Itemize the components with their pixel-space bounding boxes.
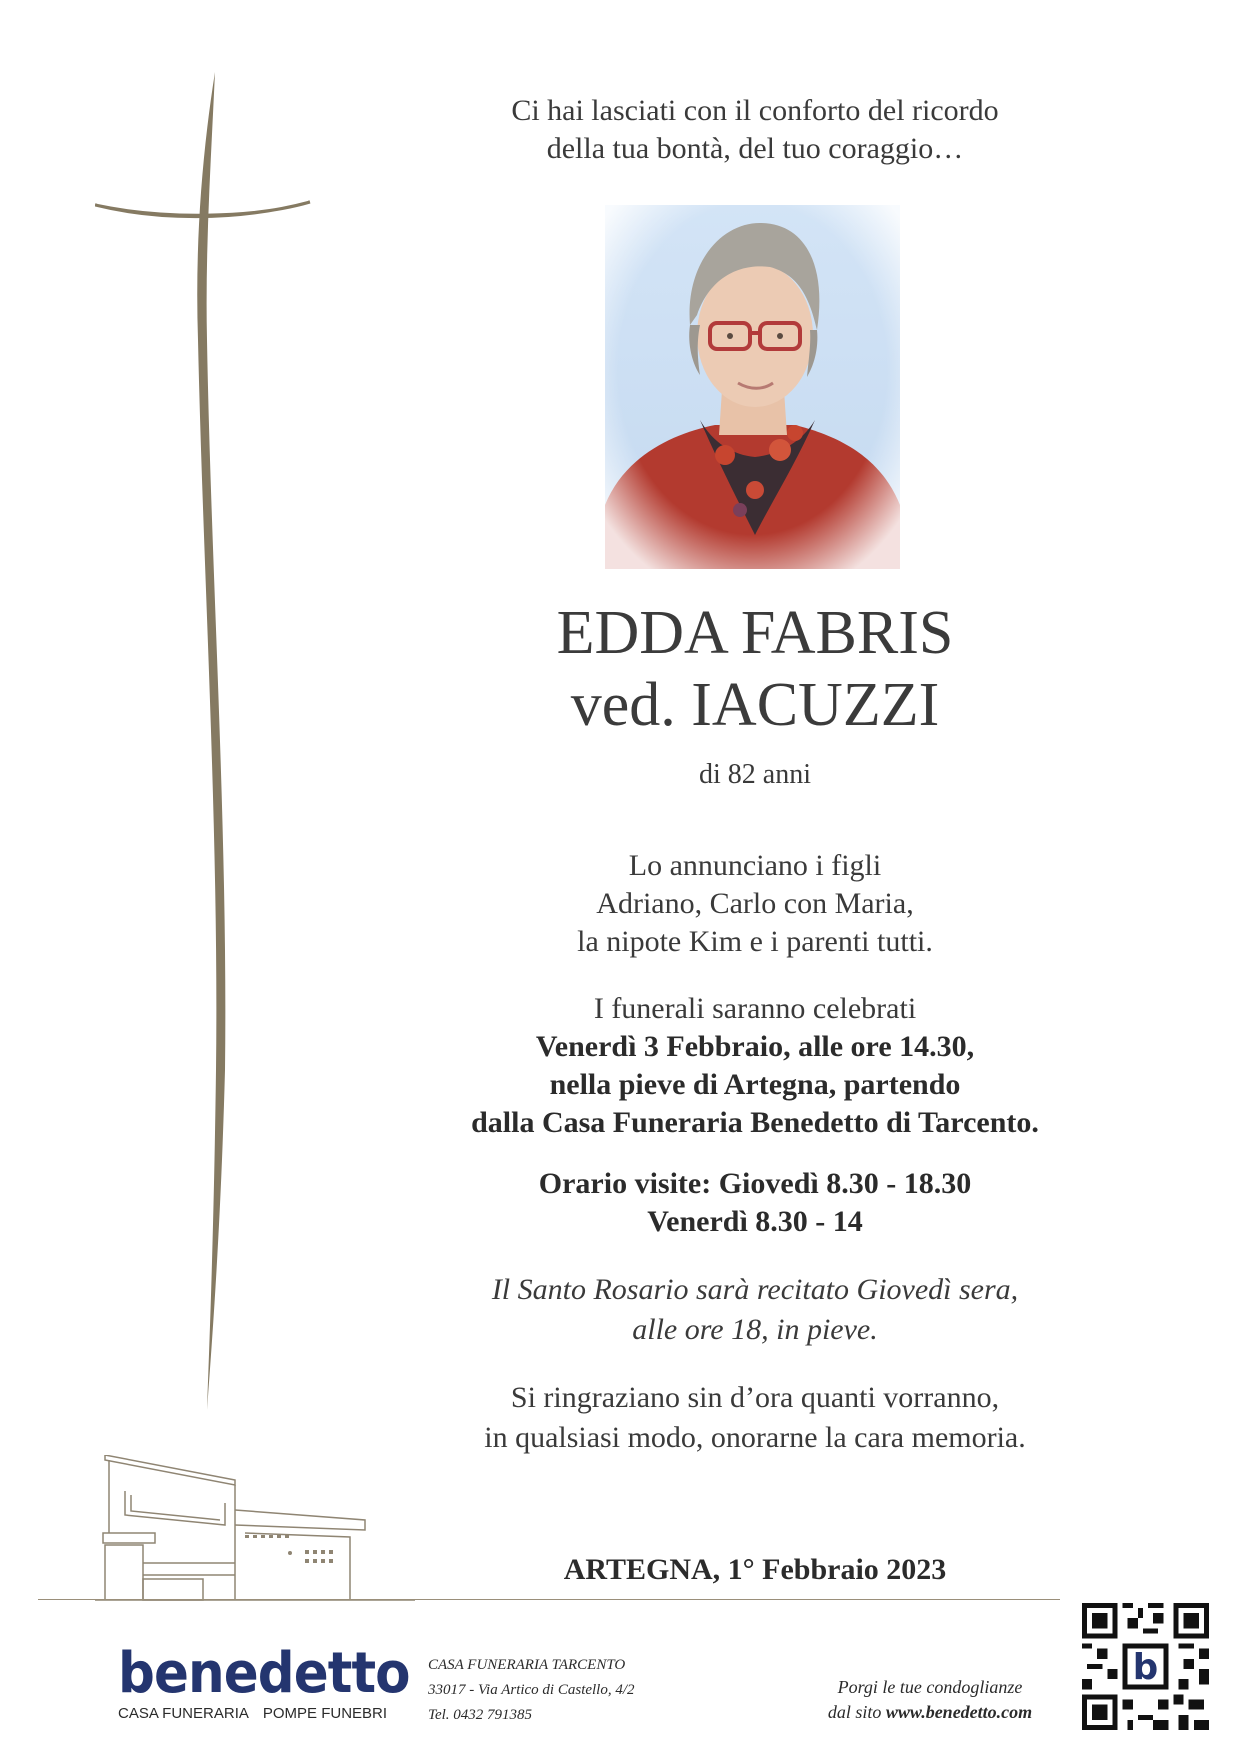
married-name: ved. IACUZZI <box>570 671 940 739</box>
quote-line-2: della tua bontà, del tuo coraggio… <box>546 132 964 165</box>
condolences-prefix: dal sito <box>827 1702 882 1722</box>
portrait-photo <box>605 205 900 569</box>
condolences-line-2 <box>800 1700 1060 1725</box>
opening-quote <box>430 92 1080 168</box>
condolences-note <box>800 1675 1060 1725</box>
funeral-from: dalla Casa Funeraria Benedetto di Tarcento. <box>471 1106 1039 1139</box>
deceased-name <box>430 597 1080 741</box>
thanks-line-1: Si ringraziano sin d’ora quanti vorranno, <box>510 1381 1000 1414</box>
funeral-intro: I funerali saranno celebrati <box>593 992 917 1025</box>
rosary-notice <box>430 1270 1080 1350</box>
rosary-line-2: alle ore 18, in pieve. <box>632 1313 878 1346</box>
thanks-note <box>430 1378 1080 1458</box>
place-date: ARTEGNA, 1° Febbraio 2023 <box>563 1553 947 1586</box>
thanks-line-2: in qualsiasi modo, onorarne la cara memoria. <box>484 1421 1026 1454</box>
announcement <box>430 847 1080 961</box>
agency-info <box>428 1653 728 1728</box>
visits-line-2: Venerdì 8.30 - 14 <box>647 1205 863 1238</box>
rosary-line-1: Il Santo Rosario sarà recitato Giovedì sera, <box>491 1273 1019 1306</box>
brand-tag-pompe-funebri: POMPE FUNEBRI <box>262 1705 388 1722</box>
brand-tag-casa-funeraria: CASA FUNERARIA <box>118 1705 249 1722</box>
agency-phone: Tel. 0432 791385 <box>428 1707 533 1723</box>
building-icon <box>95 1455 415 1605</box>
condolences-site-link[interactable]: www.benedetto.com <box>885 1702 1033 1722</box>
visiting-hours <box>430 1165 1080 1241</box>
funeral-details <box>430 990 1080 1142</box>
visits-line-1: Orario visite: Giovedì 8.30 - 18.30 <box>538 1167 972 1200</box>
brand-wordmark: benedetto <box>118 1641 410 1706</box>
announcement-line-1: Lo annunciano i figli <box>628 849 882 882</box>
funeral-when: Venerdì 3 Febbraio, alle ore 14.30, <box>535 1030 975 1063</box>
full-name: EDDA FABRIS <box>556 599 954 667</box>
qr-center-letter: b <box>1132 1647 1159 1689</box>
brand-logo <box>118 1641 410 1722</box>
agency-address: 33017 - Via Artico di Castello, 4/2 <box>428 1682 635 1698</box>
funeral-where: nella pieve di Artegna, partendo <box>549 1068 961 1101</box>
quote-line-1: Ci hai lasciati con il conforto del ricordo <box>511 94 999 127</box>
agency-name: CASA FUNERARIA TARCENTO <box>428 1657 626 1673</box>
condolences-line-1: Porgi le tue condoglianze <box>837 1677 1023 1697</box>
announcement-line-2: Adriano, Carlo con Maria, <box>596 887 914 920</box>
deceased-age: di 82 anni <box>699 759 811 790</box>
cross-icon <box>95 70 355 1420</box>
qr-code-icon[interactable] <box>1082 1603 1209 1730</box>
announcement-line-3: la nipote Kim e i parenti tutti. <box>577 925 933 958</box>
brand-tagline <box>118 1705 388 1722</box>
footer-divider <box>38 1599 1060 1600</box>
